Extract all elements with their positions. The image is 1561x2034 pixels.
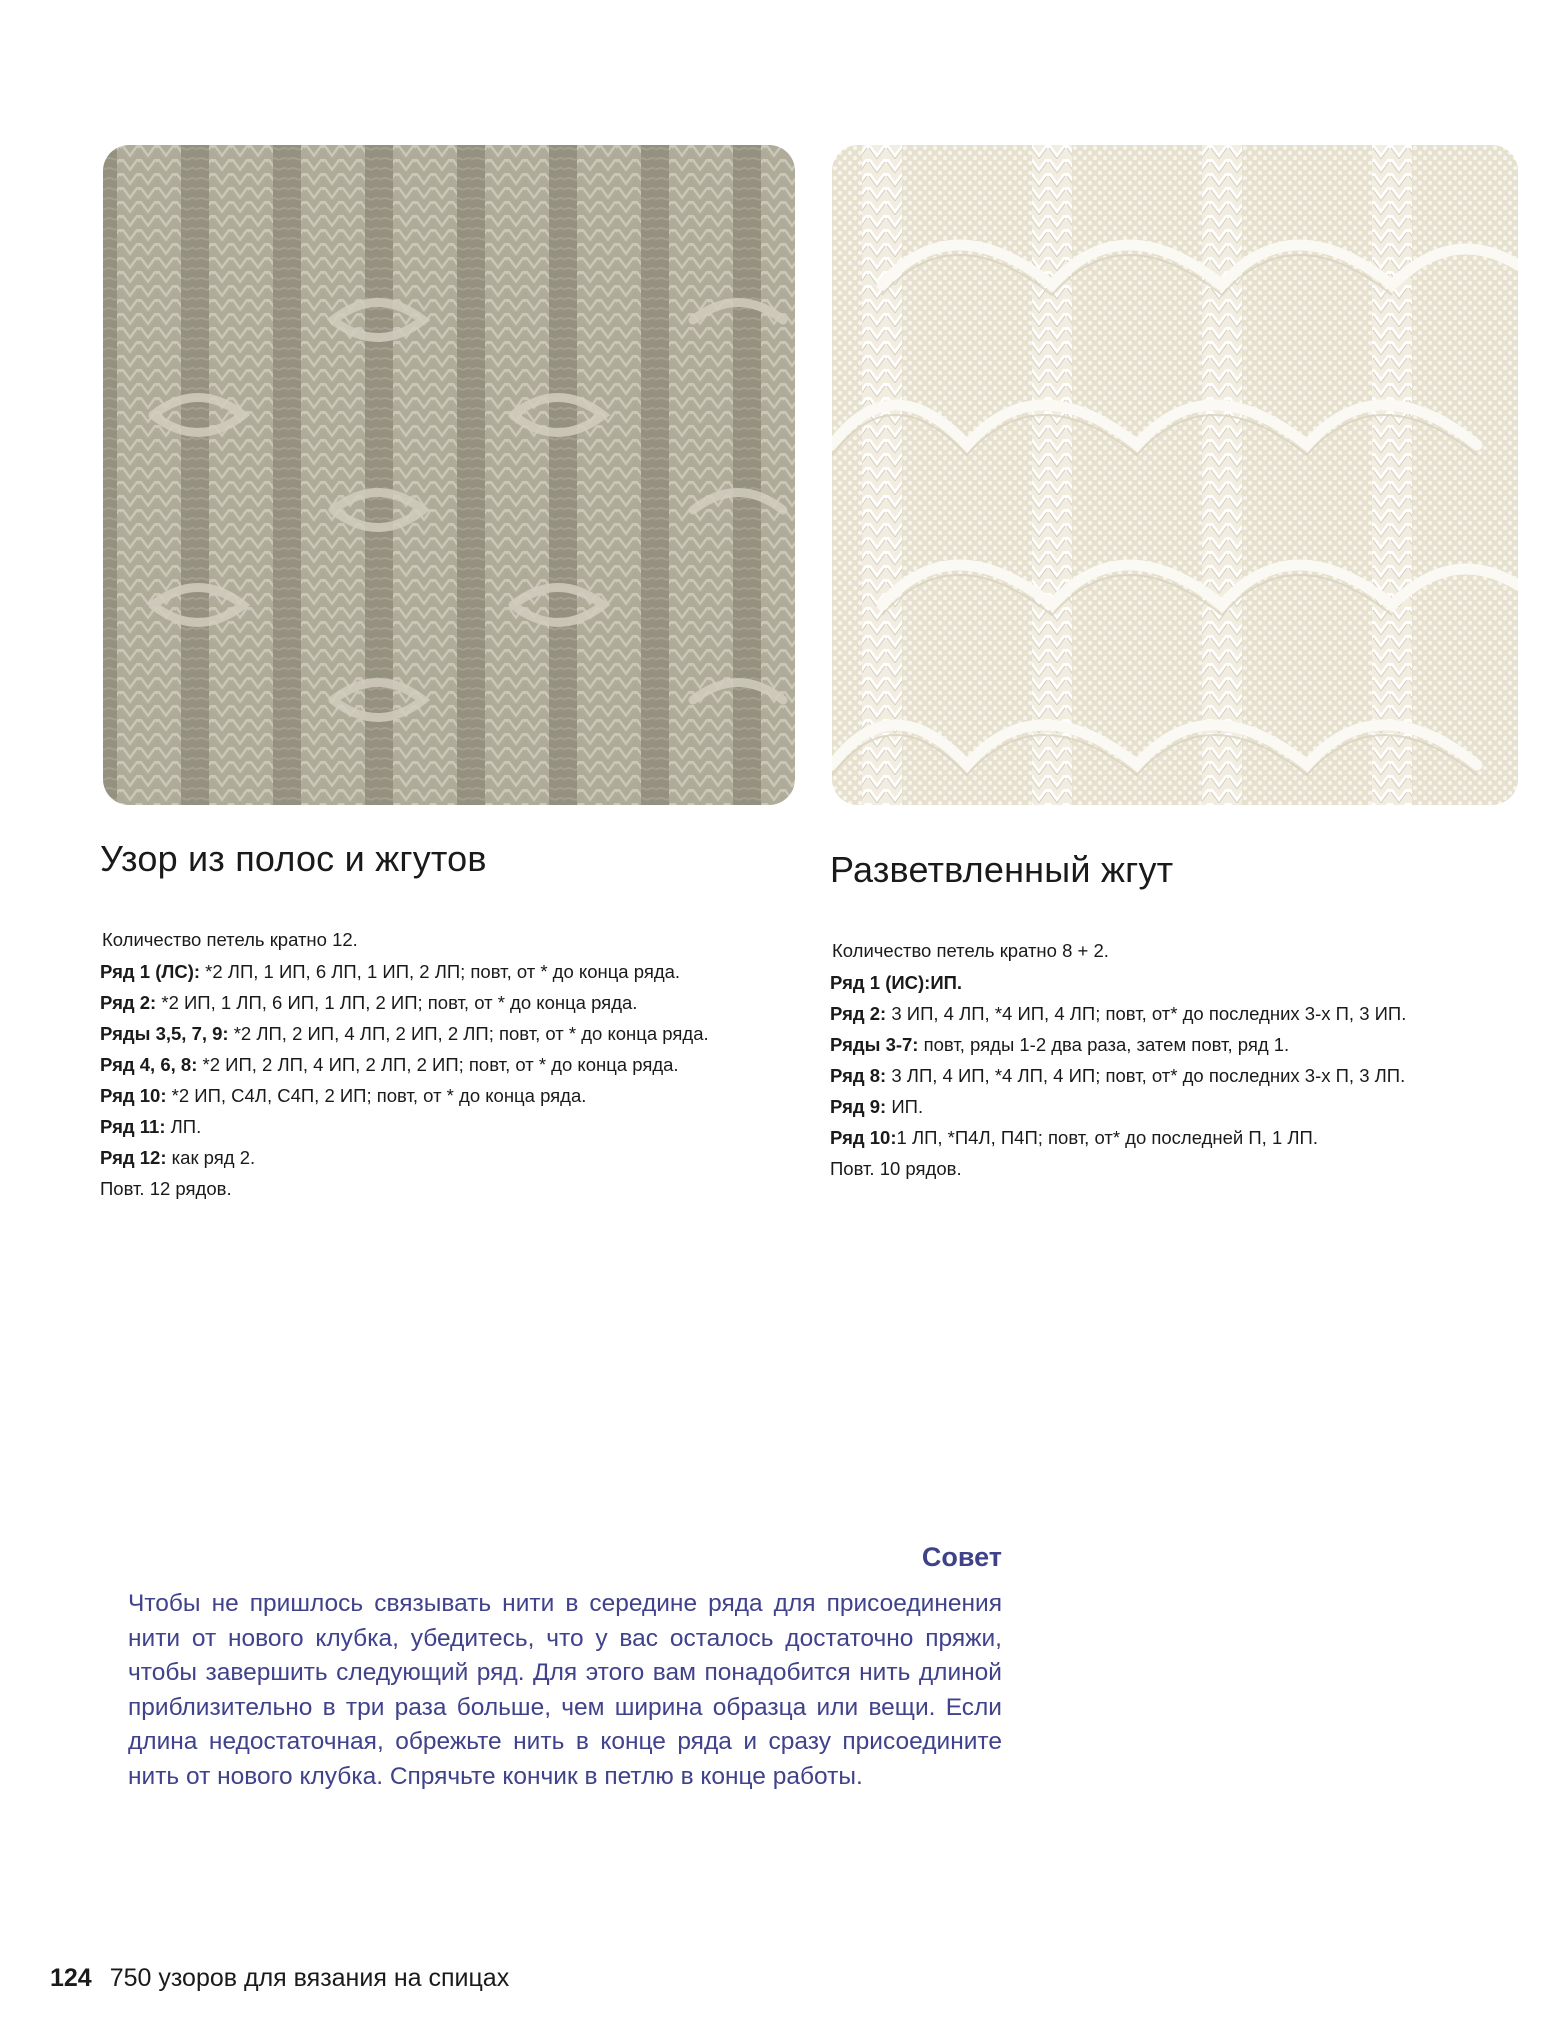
pattern-title: Узор из полос и жгутов	[100, 838, 487, 879]
row-instruction: Ряды 3,5, 7, 9: *2 ЛП, 2 ИП, 4 ЛП, 2 ИП, 2 ЛП; повт, от * до конца ряда.	[100, 1023, 709, 1044]
row-instruction: Ряды 3-7: повт, ряды 1-2 два раза, затем повт, ряд 1.	[830, 1034, 1290, 1055]
pattern-branched-cable	[830, 849, 1530, 1184]
tip-section	[128, 1542, 1002, 1794]
row-instruction: Ряд 8: 3 ЛП, 4 ИП, *4 ЛП, 4 ИП; повт, от* до последних 3-х П, 3 ЛП.	[830, 1065, 1406, 1086]
repeat-note: Повт. 12 рядов.	[100, 1178, 232, 1199]
page-number: 124	[50, 1964, 92, 1992]
book-title: 750 узоров для вязания на спицах	[109, 1964, 510, 1992]
row-instruction: Ряд 10:1 ЛП, *П4Л, П4П; повт, от* до последней П, 1 ЛП.	[830, 1127, 1318, 1148]
pattern-title: Разветвленный жгут	[830, 849, 1174, 890]
row-instruction: Ряд 10: *2 ИП, С4Л, С4П, 2 ИП; повт, от * до конца ряда.	[100, 1085, 587, 1106]
row-instruction: Ряд 1 (ИС):ИП.	[830, 972, 963, 993]
row-instruction: Ряд 11: ЛП.	[100, 1116, 202, 1137]
row-instruction: Ряд 2: *2 ИП, 1 ЛП, 6 ИП, 1 ЛП, 2 ИП; повт, от * до конца ряда.	[100, 992, 638, 1013]
page-footer	[50, 1964, 509, 1993]
row-instruction: Ряд 4, 6, 8: *2 ИП, 2 ЛП, 4 ИП, 2 ЛП, 2 ИП; повт, от * до конца ряда.	[100, 1054, 679, 1075]
swatch-photo-stripes-cables	[103, 145, 795, 805]
row-instruction: Ряд 9: ИП.	[830, 1096, 924, 1117]
stitch-multiple: Количество петель кратно 8 + 2.	[832, 940, 1109, 961]
tip-text: Чтобы не пришлось связывать нити в середине ряда для присоединения нити от нового клубка, убедитесь, что у вас осталось достаточно пряжи, чтобы завершить следующий ряд. Для этого вам понадобится нить длиной приблизительно в три раза больше, чем ширина образца или вещи. Если длина недостаточная, обрежьте нить в конце ряда и сразу присоедините нить от нового клубка. Спрячьте кончик в петлю в конце работы.	[128, 1590, 1002, 1790]
row-instruction: Ряд 2: 3 ИП, 4 ЛП, *4 ИП, 4 ЛП; повт, от* до последних 3-х П, 3 ИП.	[830, 1003, 1407, 1024]
tip-title: Совет	[921, 1542, 1002, 1572]
row-instruction: Ряд 12: как ряд 2.	[100, 1147, 256, 1168]
pattern-stripes-cables	[100, 838, 780, 1204]
repeat-note: Повт. 10 рядов.	[830, 1158, 962, 1179]
stitch-multiple: Количество петель кратно 12.	[102, 929, 358, 950]
swatch-photo-branched-cable	[832, 145, 1518, 805]
row-instruction: Ряд 1 (ЛС): *2 ЛП, 1 ИП, 6 ЛП, 1 ИП, 2 ЛП; повт, от * до конца ряда.	[100, 961, 681, 982]
